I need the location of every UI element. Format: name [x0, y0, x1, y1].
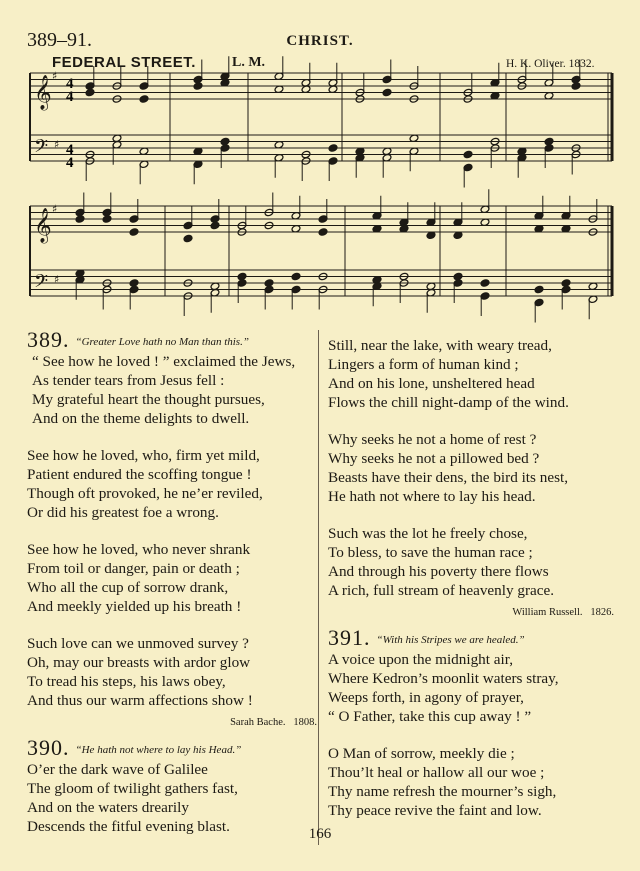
time-signature-top-bass: 4: [66, 142, 74, 158]
verse-line: Such was the lot he freely chose,: [328, 525, 528, 542]
verse-line: Such love can we unmoved survey ?: [27, 635, 249, 652]
author-year: 1808.: [293, 717, 317, 728]
verse-line: O’er the dark wave of Galilee: [27, 761, 208, 778]
verse-line: Why seeks he not a home of rest ?: [328, 431, 537, 448]
verse-line: Patient endured the scoffing tongue !: [27, 466, 252, 483]
verse-line: Still, near the lake, with weary tread,: [328, 337, 552, 354]
key-signature-sharp: ♯: [52, 69, 58, 83]
verse-line: Or did his greatest foe a wrong.: [27, 504, 219, 521]
section-title: CHRIST.: [286, 33, 354, 49]
verse-line: He hath not where to lay his head.: [328, 488, 536, 505]
verse-line: “ See how he loved ! ” exclaimed the Jews,: [32, 353, 296, 370]
note-head: [139, 95, 149, 103]
verse-line: And on the waters drearily: [27, 799, 189, 816]
verse-line: Thou’lt heal or hallow all our woe ;: [328, 764, 545, 781]
time-signature-top: 4: [66, 76, 74, 92]
verse-line: Why seeks he not a pillowed bed ?: [328, 450, 540, 467]
note-head: [291, 272, 301, 280]
verse-line: And meekly yielded up his breath !: [27, 598, 242, 615]
verse-line: A voice upon the midnight air,: [328, 651, 513, 668]
verse-line: Where Kedron’s moonlit waters stray,: [328, 670, 559, 687]
verse-line: And on the theme delights to dwell.: [32, 410, 250, 427]
verse-line: To tread his steps, his laws obey,: [27, 673, 226, 690]
bass-clef-icon: 𝄢: [34, 136, 49, 162]
music-score: [0, 0, 640, 330]
meter: L. M.: [232, 55, 266, 70]
author-year: 1826.: [590, 607, 614, 618]
verse-line: Weeps forth, in agony of prayer,: [328, 689, 524, 706]
verse-line: Though oft provoked, he ne’er reviled,: [27, 485, 263, 502]
verse-line: Oh, may our breasts with ardor glow: [27, 654, 251, 671]
verse-line: Flows the chill night-damp of the wind.: [328, 394, 569, 411]
key-signature-sharp: ♯: [54, 138, 60, 152]
composer-year: 1832.: [568, 58, 595, 70]
verse-line: Thy name refresh the mourner’s sigh,: [328, 783, 557, 800]
hymn-390: [27, 735, 317, 836]
key-signature-sharp: ♯: [52, 202, 58, 216]
tune-name: FEDERAL STREET.: [52, 54, 196, 71]
verse-line: And through his poverty there flows: [328, 563, 549, 580]
hymn-391: [328, 625, 614, 820]
author-name: William Russell.: [512, 607, 583, 618]
note-head: [183, 234, 193, 242]
verse-line: And thus our warm affections show !: [27, 692, 253, 709]
note-head: [210, 221, 220, 229]
time-signature-bottom: 4: [66, 89, 74, 105]
column-divider: [318, 330, 319, 845]
note-head: [571, 82, 581, 90]
hymn-390-continued: [328, 336, 614, 622]
verse-line: My grateful heart the thought pursues,: [32, 391, 265, 408]
hymn-author: [328, 603, 614, 622]
verse-line: The gloom of twilight gathers fast,: [27, 780, 238, 797]
note-head: [75, 215, 85, 223]
hymn-subtitle: “Greater Love hath no Man than this.”: [75, 336, 249, 348]
note-head: [193, 82, 203, 90]
verse-line: Thy peace revive the faint and low.: [328, 802, 542, 819]
note-head: [328, 144, 338, 152]
verse-line: And on his lone, unsheltered head: [328, 375, 535, 392]
hymn-389: [27, 327, 317, 732]
bass-clef-icon: 𝄢: [34, 271, 49, 297]
verse-line: “ O Father, take this cup away ! ”: [328, 708, 532, 725]
note-head: [480, 279, 490, 287]
left-column: [27, 327, 317, 836]
right-column: [328, 336, 614, 820]
note-head: [129, 228, 139, 236]
verse-line: To bless, to save the human race ;: [328, 544, 533, 561]
hymn-number: 391.: [328, 625, 371, 650]
verse-line: Who all the cup of sorrow drank,: [27, 579, 229, 596]
verse-line: Descends the fitful evening blast.: [27, 818, 230, 835]
note-head: [85, 88, 95, 96]
note-head: [102, 215, 112, 223]
hymn-number: 389.: [27, 327, 70, 352]
verse-line: From toil or danger, pain or death ;: [27, 560, 240, 577]
note-head: [318, 228, 328, 236]
verse-line: A rich, full stream of heavenly grace.: [328, 582, 555, 599]
note-head: [463, 150, 473, 158]
treble-clef-icon: 𝄞: [34, 75, 52, 110]
treble-clef-icon: 𝄞: [34, 208, 52, 243]
hymn-numbers: 389–91.: [27, 29, 92, 51]
hymn-author: [27, 713, 317, 732]
verse-line: See how he loved, who, firm yet mild,: [27, 447, 260, 464]
verse-line: Lingers a form of human kind ;: [328, 356, 519, 373]
note-head: [382, 88, 392, 96]
key-signature-sharp: ♯: [54, 273, 60, 287]
hymn-subtitle: “With his Stripes we are healed.”: [376, 634, 525, 646]
author-name: Sarah Bache.: [230, 717, 286, 728]
page-number: 166: [308, 826, 332, 842]
verse-line: Beasts have their dens, the bird its nest,: [328, 469, 568, 486]
hymn-number: 390.: [27, 735, 70, 760]
time-signature-bottom-bass: 4: [66, 155, 74, 171]
verse-line: As tender tears from Jesus fell :: [32, 372, 225, 389]
note-head: [534, 285, 544, 293]
hymn-subtitle: “He hath not where to lay his Head.”: [75, 744, 242, 756]
verse-line: O Man of sorrow, meekly die ;: [328, 745, 515, 762]
composer-name: H. K. Oliver.: [506, 58, 566, 70]
verse-line: See how he loved, who never shrank: [27, 541, 251, 558]
